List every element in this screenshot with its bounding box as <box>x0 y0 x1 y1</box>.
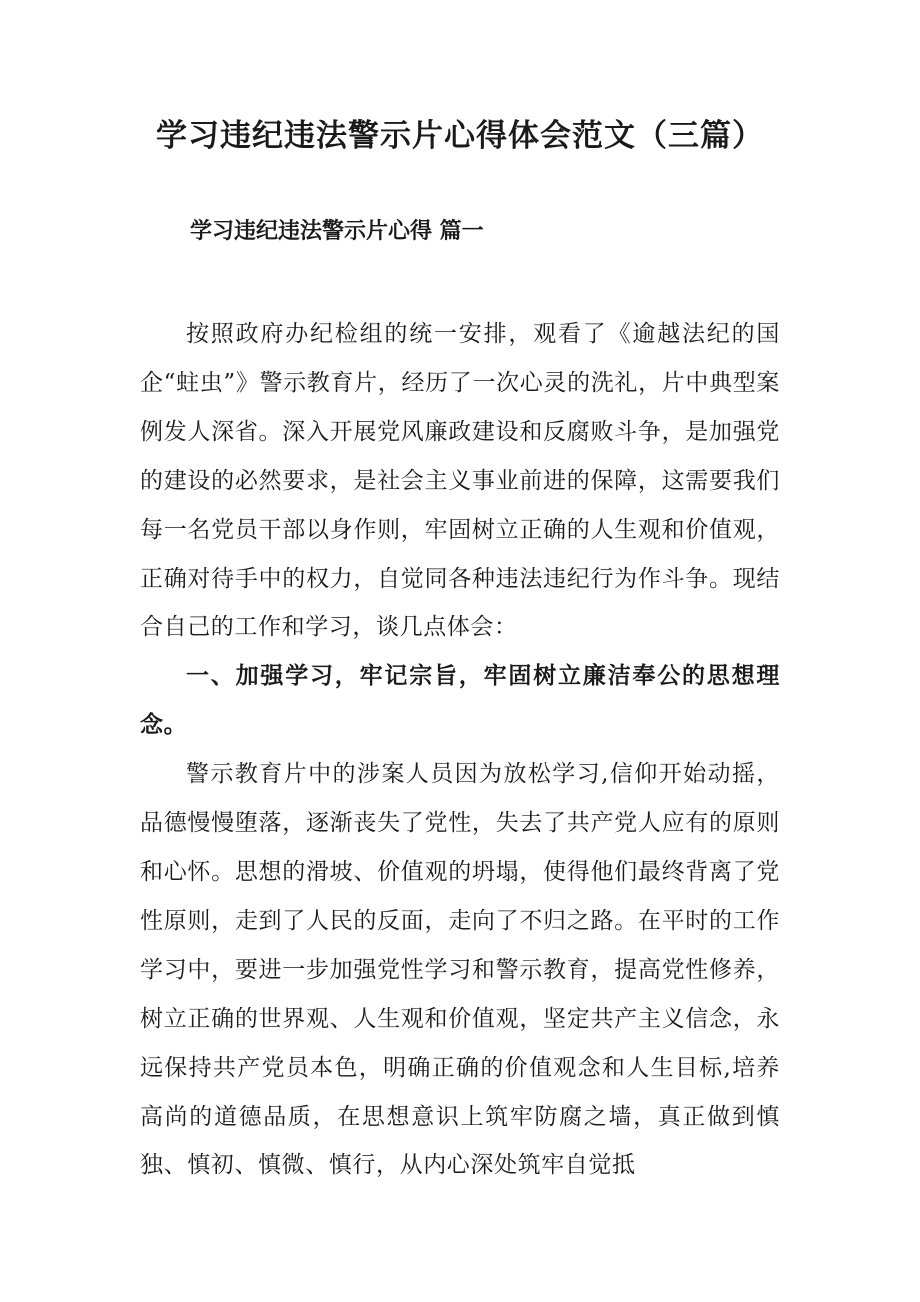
document-body <box>140 310 780 1190</box>
body-paragraph: 警示教育片中的涉案人员因为放松学习,信仰开始动摇，品德慢慢堕落，逐渐丧失了党性，失去了共产党人应有的原则和心怀。思想的滑坡、价值观的坍塌，使得他们最终背离了党性原则，走到了人民的反面，走向了不归之路。在平时的工作学习中，要进一步加强党性学习和警示教育，提高党性修养，树立正确的世界观、人生观和价值观，坚定共产主义信念，永远保持共产党员本色，明确正确的价值观念和人生目标,培养高尚的道德品质，在思想意识上筑牢防腐之墙，真正做到慎独、慎初、慎微、慎行，从内心深处筑牢自觉抵 <box>140 761 780 1179</box>
body-paragraph: 按照政府办纪检组的统一安排，观看了《逾越法纪的国企“蛀虫”》警示教育片，经历了一次心灵的洗礼，片中典型案例发人深省。深入开展党风廉政建设和反腐败斗争，是加强党的建设的必然要求，是社会主义事业前进的保障，这需要我们每一名党员干部以身作则，牢固树立正确的人生观和价值观，正确对待手中的权力，自觉同各种违法违纪行为作斗争。现结合自己的工作和学习，谈几点体会： <box>140 321 780 641</box>
section-heading: 学习违纪违法警示片心得 篇一 <box>190 219 484 244</box>
point-heading: 一、加强学习，牢记宗旨，牢固树立廉洁奉公的思想理念。 <box>140 663 780 739</box>
document-title: 学习违纪违法警示片心得体会范文（三篇） <box>156 118 764 154</box>
